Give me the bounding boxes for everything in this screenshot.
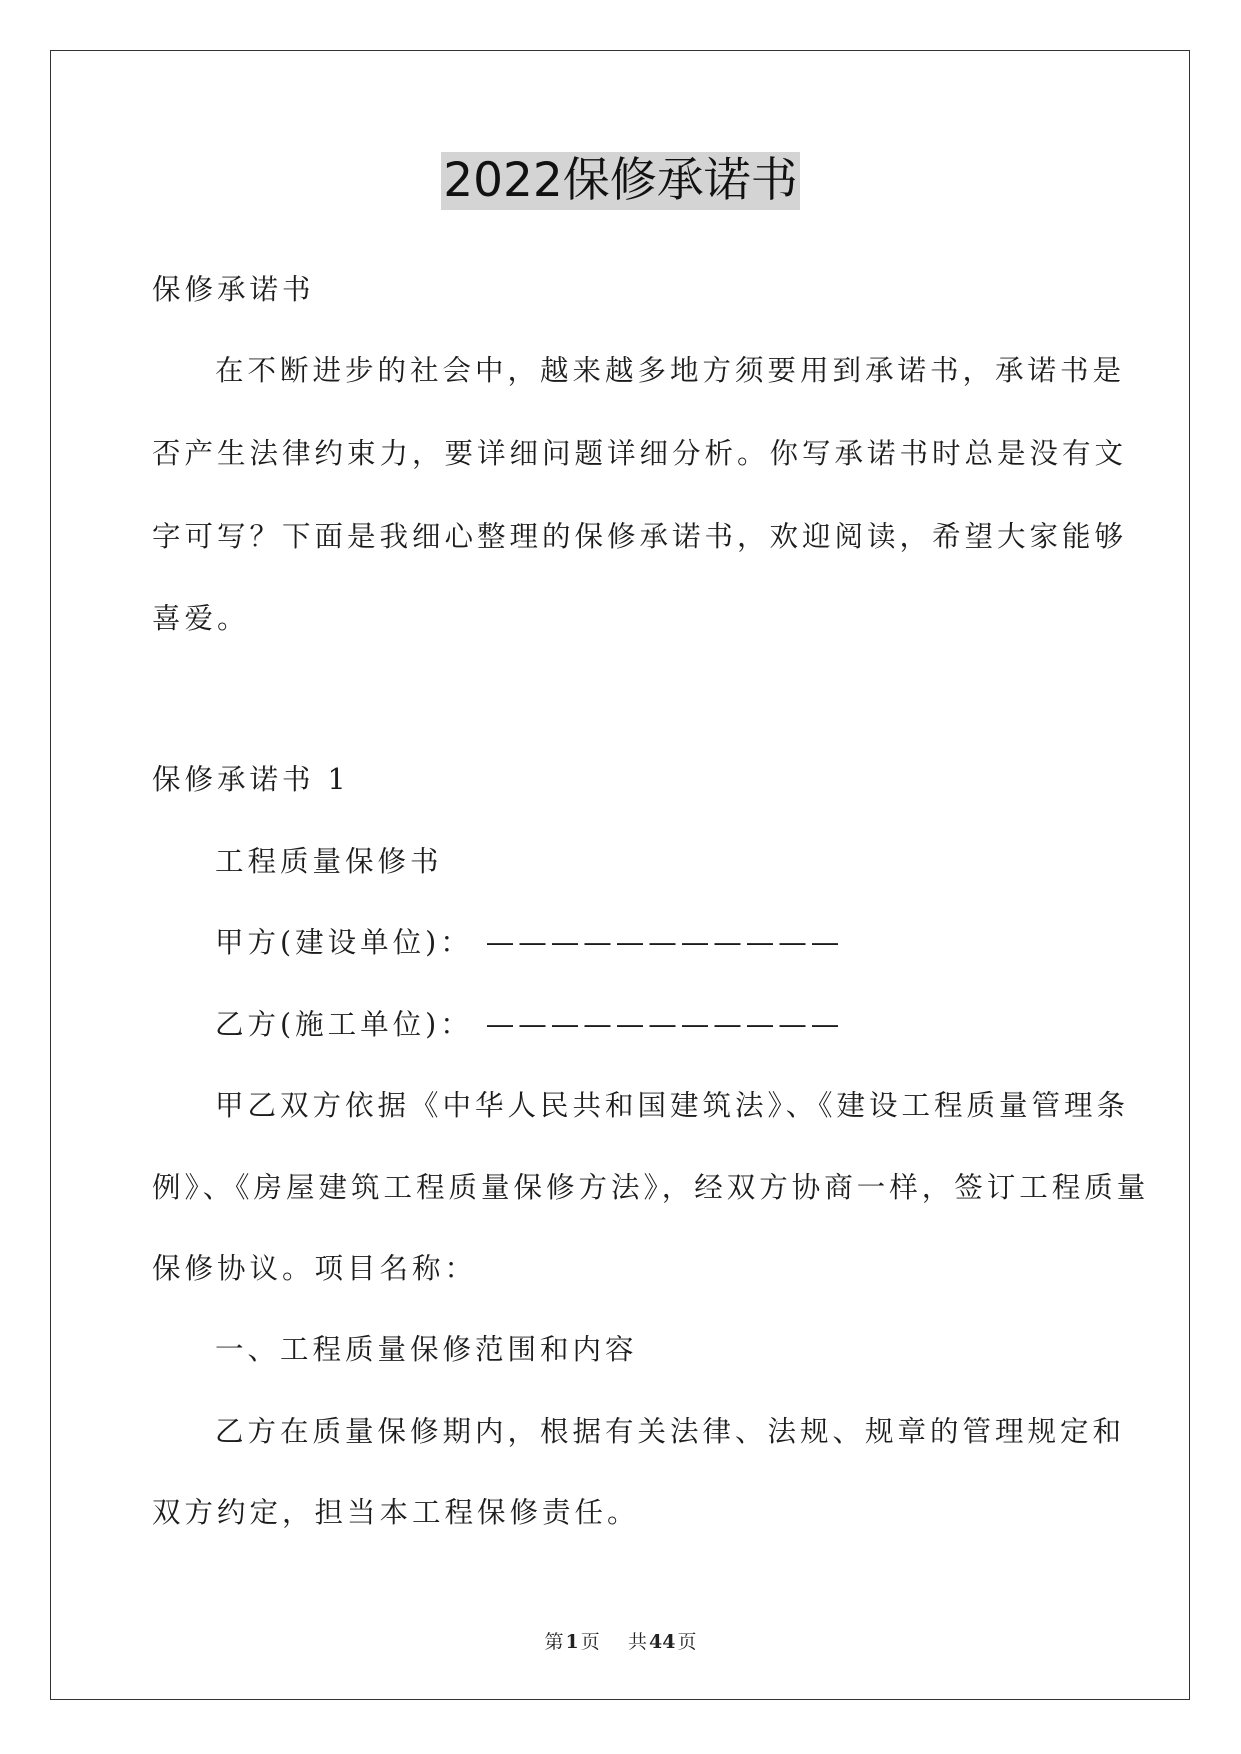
- total-label-suffix: 页: [677, 1631, 697, 1653]
- title-container: [0, 152, 1241, 210]
- paragraph-line: 保修协议。项目名称：: [152, 1252, 478, 1285]
- paragraph-line: 否产生法律约束力，要详细问题详细分析。你写承诺书时总是没有文: [152, 437, 1128, 470]
- paragraph-line: 乙方在质量保修期内，根据有关法律、法规、规章的管理规定和: [215, 1415, 1126, 1448]
- clause-heading: 一、工程质量保修范围和内容: [215, 1333, 638, 1366]
- paragraph-line: 喜爱。: [152, 602, 250, 635]
- page-footer: [0, 1627, 1241, 1654]
- paragraph-line: 字可写？下面是我细心整理的保修承诺书，欢迎阅读，希望大家能够: [152, 520, 1128, 553]
- paragraph-line: 甲乙双方依据《中华人民共和国建筑法》、《建设工程质量管理条: [215, 1089, 1130, 1122]
- page-number: 1: [565, 1631, 579, 1653]
- page-label-prefix: 第: [544, 1631, 564, 1653]
- section-heading: 保修承诺书: [152, 273, 315, 306]
- paragraph-line: 在不断进步的社会中，越来越多地方须要用到承诺书，承诺书是: [215, 354, 1126, 387]
- party-a-line: 甲方(建设单位)： ———————————: [215, 926, 844, 959]
- total-label-prefix: 共: [627, 1631, 647, 1653]
- paragraph-line: 例》、《房屋建筑工程质量保修方法》，经双方协商一样，签订工程质量: [152, 1171, 1150, 1204]
- party-b-line: 乙方(施工单位)： ———————————: [215, 1008, 844, 1041]
- page-label-suffix: 页: [580, 1631, 600, 1653]
- paragraph-line: 双方约定，担当本工程保修责任。: [152, 1496, 640, 1529]
- paragraph-line: 工程质量保修书: [215, 845, 443, 878]
- section-heading: 保修承诺书 1: [152, 763, 350, 796]
- document-title: 2022保修承诺书: [443, 153, 798, 208]
- total-pages: 44: [648, 1631, 676, 1653]
